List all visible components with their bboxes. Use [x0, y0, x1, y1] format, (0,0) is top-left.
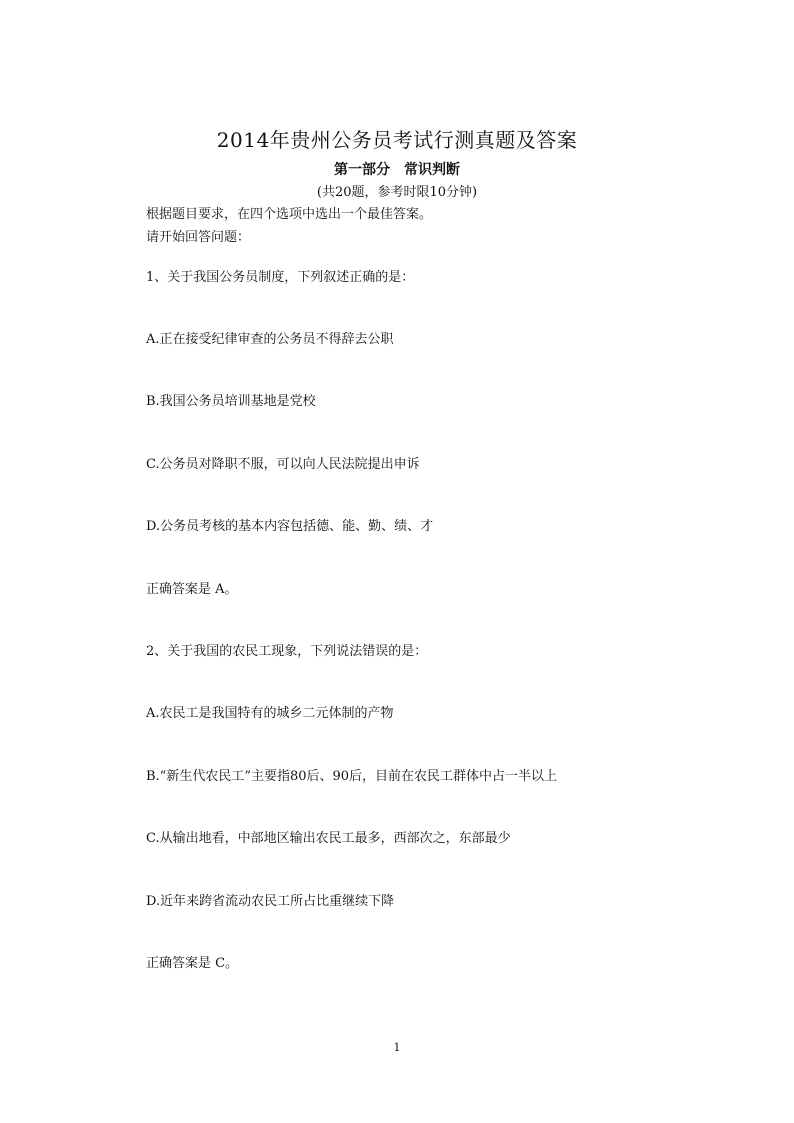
intro-start: 请开始回答问题： — [146, 230, 251, 245]
question-2-option-b: B.“新生代农民工”主要指80后、90后，目前在农民工群体中占一半以上 — [146, 769, 558, 784]
intro-instruction: 根据题目要求，在四个选项中选出一个最佳答案。 — [146, 207, 433, 222]
question-1-option-d: D.公务员考核的基本内容包括德、能、勤、绩、才 — [146, 519, 434, 534]
question-2-answer: 正确答案是 C。 — [146, 956, 239, 971]
question-1-answer: 正确答案是 A。 — [146, 582, 238, 597]
question-1-option-b: B.我国公务员培训基地是党校 — [146, 394, 316, 409]
question-2-option-c: C.从输出地看，中部地区输出农民工最多，西部次之，东部最少 — [146, 831, 511, 846]
question-1-option-c: C.公务员对降职不服，可以向人民法院提出申诉 — [146, 457, 420, 472]
question-1-option-a: A.正在接受纪律审查的公务员不得辞去公职 — [146, 332, 394, 347]
section-subtitle: (共20题，参考时限10分钟) — [316, 185, 478, 200]
page-number: 1 — [393, 1041, 401, 1054]
document-title: 2014年贵州公务员考试行测真题及答案 — [216, 128, 578, 152]
question-2-option-d: D.近年来跨省流动农民工所占比重继续下降 — [146, 894, 395, 909]
question-2-option-a: A.农民工是我国特有的城乡二元体制的产物 — [146, 706, 394, 721]
question-2-stem: 2、关于我国的农民工现象，下列说法错误的是： — [146, 644, 428, 659]
question-1-stem: 1、关于我国公务员制度，下列叙述正确的是： — [146, 270, 415, 285]
section-heading: 第一部分 常识判断 — [334, 162, 460, 178]
